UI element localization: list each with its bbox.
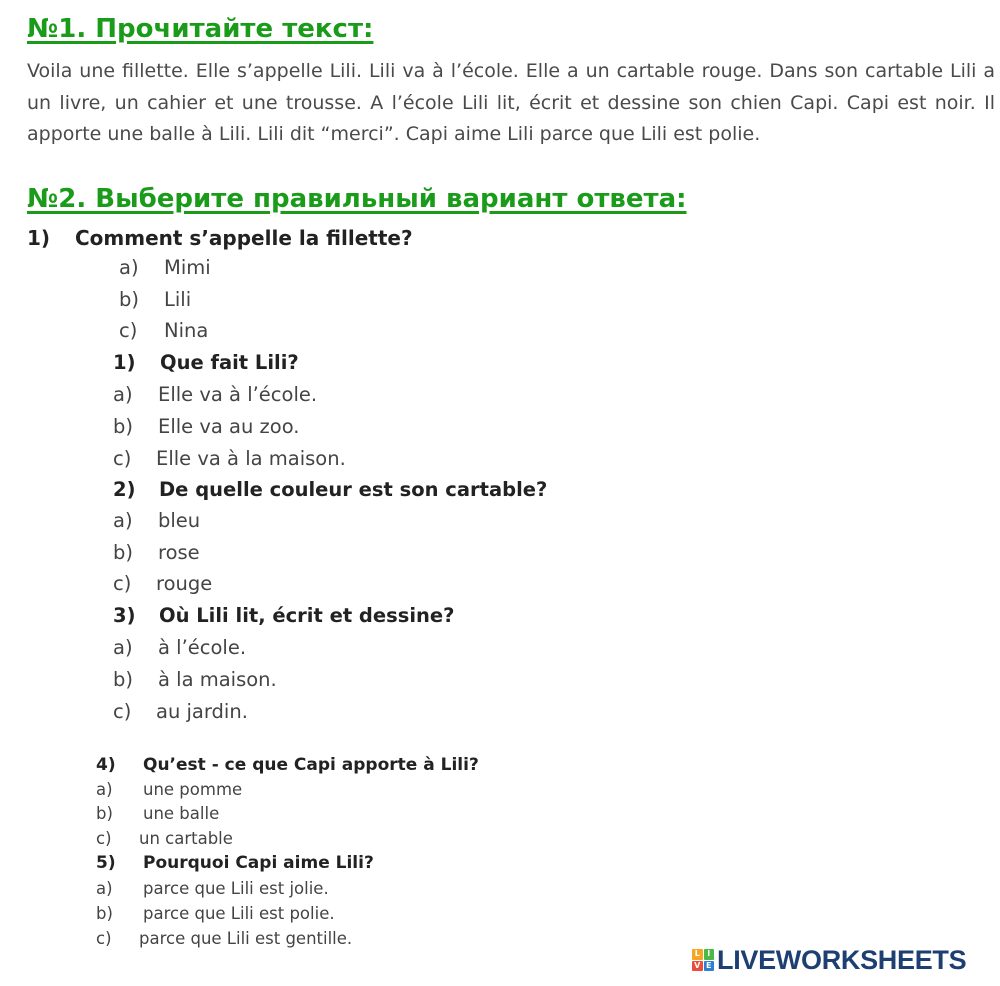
question-number: 3): [113, 604, 136, 627]
option-2a[interactable]: [113, 383, 317, 406]
option-text: Elle va à l’école.: [158, 383, 318, 406]
option-letter: a): [113, 636, 133, 659]
question-5: [96, 755, 479, 775]
option-letter: c): [119, 319, 138, 342]
question-text: Comment s’appelle la fillette?: [75, 226, 413, 250]
question-text: Pourquoi Capi aime Lili?: [143, 853, 374, 873]
option-text: un cartable: [139, 829, 233, 848]
option-letter: b): [96, 904, 113, 923]
option-letter: c): [113, 700, 132, 723]
liveworksheets-logo: [692, 944, 966, 976]
question-2: [113, 351, 299, 374]
heading-choose-answer: №2. Выберите правильный вариант ответа:: [27, 184, 687, 214]
cropped-top-line: [40, 0, 940, 4]
option-letter: b): [119, 288, 139, 311]
option-5b[interactable]: [96, 804, 219, 823]
option-text: rouge: [156, 572, 213, 595]
option-1b[interactable]: [119, 288, 191, 311]
option-letter: c): [113, 447, 132, 470]
question-4: [113, 604, 454, 627]
question-number: 2): [113, 478, 136, 501]
option-3a[interactable]: [113, 509, 200, 532]
question-number: 1): [113, 351, 136, 374]
option-letter: a): [113, 509, 133, 532]
question-text: Où Lili lit, écrit et dessine?: [159, 604, 455, 627]
question-text: De quelle couleur est son cartable?: [159, 478, 548, 501]
question-1: [27, 226, 413, 250]
question-text: Qu’est - ce que Capi apporte à Lili?: [143, 755, 479, 775]
option-text: parce que Lili est gentille.: [139, 929, 353, 948]
option-text: Elle va au zoo.: [158, 415, 300, 438]
option-4c[interactable]: [113, 700, 248, 723]
logo-mark-icon: [692, 949, 714, 971]
logo-tile: I: [704, 949, 715, 960]
option-text: à la maison.: [158, 668, 277, 691]
question-6: [96, 853, 374, 873]
logo-tile: V: [692, 961, 703, 972]
option-text: Elle va à la maison.: [156, 447, 346, 470]
option-letter: c): [113, 572, 132, 595]
option-text: à l’école.: [158, 636, 247, 659]
option-text: parce que Lili est jolie.: [143, 879, 329, 898]
option-letter: b): [96, 804, 113, 823]
option-6b[interactable]: [96, 904, 335, 923]
option-letter: b): [113, 415, 133, 438]
option-6a[interactable]: [96, 879, 329, 898]
logo-tile: L: [692, 949, 703, 960]
option-letter: b): [113, 668, 133, 691]
logo-text: LIVEWORKSHEETS: [717, 944, 967, 975]
option-4a[interactable]: [113, 636, 246, 659]
question-3: [113, 478, 547, 501]
option-1c[interactable]: [119, 319, 208, 342]
option-2b[interactable]: [113, 415, 300, 438]
logo-tile: E: [704, 961, 715, 972]
option-6c[interactable]: [96, 929, 352, 948]
option-text: Nina: [164, 319, 209, 342]
option-1a[interactable]: [119, 256, 211, 279]
question-number: 1): [27, 226, 51, 250]
option-letter: a): [96, 780, 113, 799]
option-3c[interactable]: [113, 572, 212, 595]
question-number: 5): [96, 853, 116, 873]
option-letter: b): [113, 541, 133, 564]
reading-passage: Voila une fillette. Elle s’appelle Lili. Lili va à l’école. Elle a un cartable rouge. Dans son cartable Lili a un livre, un cahier et une trousse. A l’école Lili lit, écrit et dessine son chien Capi. Capi est noir. Il apporte une balle à Lili. Lili dit “merci”. Capi aime Lili parce que Lili est polie.: [27, 60, 995, 145]
option-text: parce que Lili est polie.: [143, 904, 335, 923]
heading-read-text: №1. Прочитайте текст:: [27, 14, 374, 44]
option-text: une pomme: [143, 780, 243, 799]
option-text: bleu: [158, 509, 201, 532]
question-number: 4): [96, 755, 116, 775]
option-letter: a): [96, 879, 113, 898]
option-4b[interactable]: [113, 668, 277, 691]
option-text: une balle: [143, 804, 220, 823]
option-letter: c): [96, 829, 112, 848]
option-letter: a): [119, 256, 139, 279]
option-letter: c): [96, 929, 112, 948]
option-text: Lili: [164, 288, 192, 311]
option-text: au jardin.: [156, 700, 248, 723]
option-letter: a): [113, 383, 133, 406]
option-text: Mimi: [164, 256, 211, 279]
option-5a[interactable]: [96, 780, 242, 799]
option-5c[interactable]: [96, 829, 233, 848]
option-2c[interactable]: [113, 447, 346, 470]
question-text: Que fait Lili?: [160, 351, 299, 374]
option-text: rose: [158, 541, 200, 564]
option-3b[interactable]: [113, 541, 200, 564]
